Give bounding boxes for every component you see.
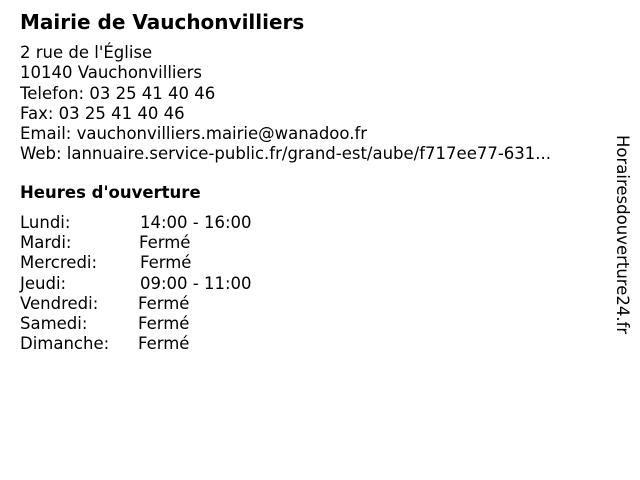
contact-block [20,43,551,165]
day-hours: Fermé [138,313,190,333]
fax-line: Fax: 03 25 41 40 46 [20,103,185,123]
day-label: Mardi: [20,233,72,253]
day-label: Vendredi: [20,293,99,313]
day-hours: Fermé [138,293,190,313]
street-address: 2 rue de l'Église [20,43,153,62]
day-label: Lundi: [20,213,71,232]
day-hours: 09:00 - 11:00 [140,273,252,293]
web-line: Web: lannuaire.service-public.fr/grand-est/aube/f717ee77-631... [20,144,552,164]
day-label: Mercredi: [20,253,98,273]
hours-heading: Heures d'ouverture [20,183,201,202]
city-line: 10140 Vauchonvilliers [20,63,203,83]
day-hours: Fermé [139,233,191,253]
email-line: Email: vauchonvilliers.mairie@wanadoo.fr [20,124,368,144]
day-label: Samedi: [20,313,88,333]
day-label: Jeudi: [20,273,67,293]
day-hours: 14:00 - 16:00 [140,213,252,232]
page-title: Mairie de Vauchonvilliers [20,10,305,34]
site-name-vertical: Horairesdouverture24.fr [613,135,632,335]
day-label: Dimanche: [20,334,110,354]
phone-line: Telefon: 03 25 41 40 46 [20,83,216,103]
day-hours: Fermé [138,334,190,354]
day-hours: Fermé [140,253,192,273]
